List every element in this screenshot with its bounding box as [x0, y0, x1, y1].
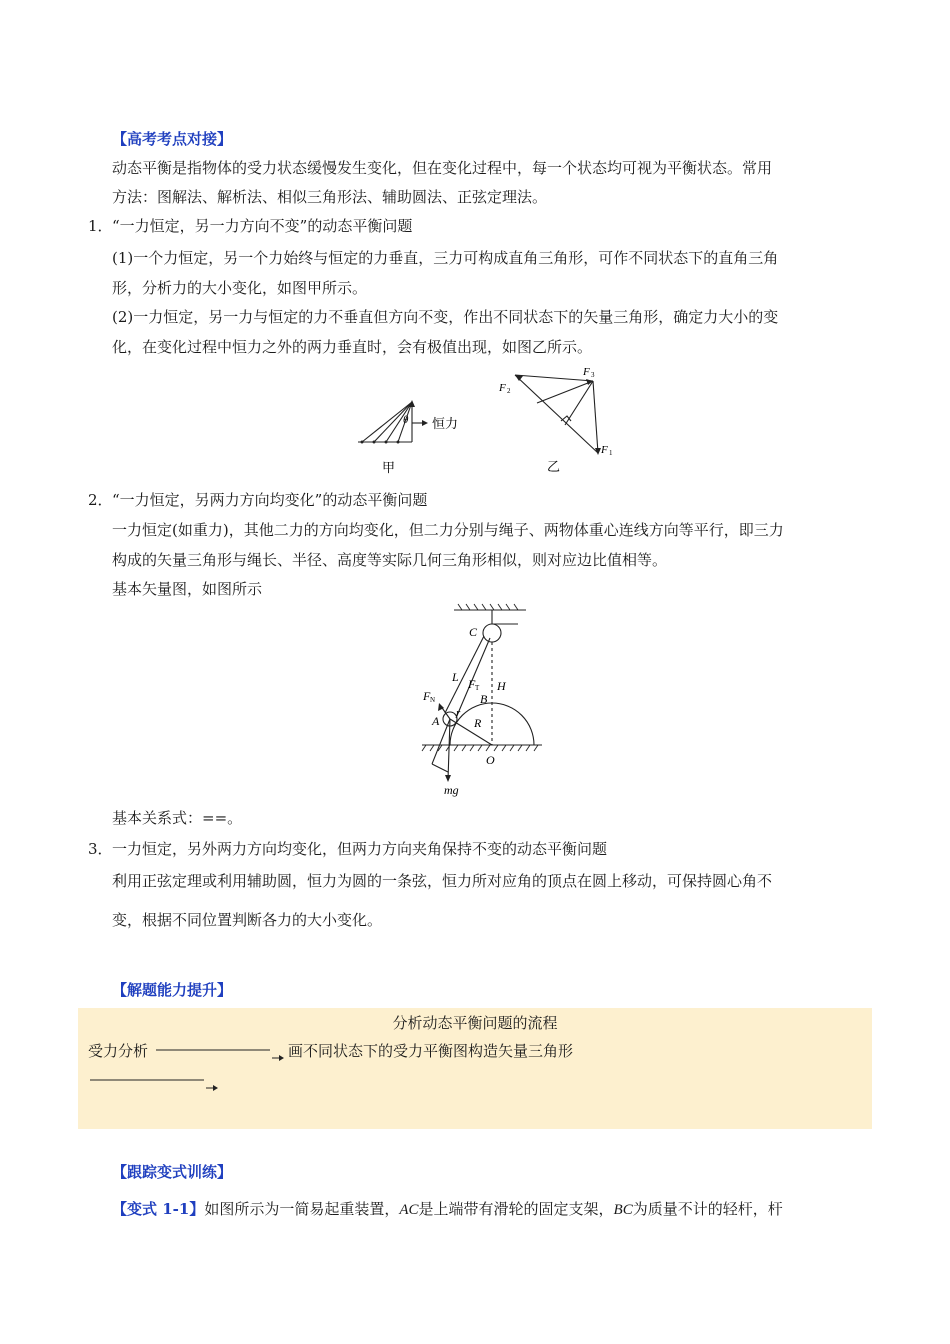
variant-BC: BC	[613, 1202, 633, 1218]
f2-subscript: 2	[507, 387, 511, 395]
figure-jia-diagram	[350, 390, 470, 478]
radius-line	[450, 719, 492, 745]
label-C: C	[469, 625, 478, 639]
label-FN-sub: N	[430, 696, 436, 704]
label-L: L	[452, 670, 459, 684]
process-arrow-1	[154, 1044, 286, 1064]
f2-label: F	[499, 382, 506, 394]
item-1-number: 1．	[88, 217, 113, 235]
label-A: A	[432, 714, 440, 728]
label-FT-sub: T	[475, 684, 480, 692]
item-1-p1-line1: (1)一个力恒定，另一个力始终与恒定的力垂直，三力可构成直角三角形，可作不同状态下的直角三角	[112, 249, 779, 267]
constant-force-label: 恒力	[432, 416, 459, 431]
pulley	[483, 624, 501, 642]
item-3-p1-line1: 利用正弦定理或利用辅助圆，恒力为圆的一条弦，恒力所对应角的顶点在圆上移动，可保持圆心角不	[112, 872, 773, 890]
item-2-title: “一力恒定，另两力方向均变化”的动态平衡问题	[112, 491, 428, 509]
variant-text-a: 如图所示为一简易起重装置，	[204, 1200, 400, 1218]
section-heading-exam-points: 【高考考点对接】	[112, 130, 233, 148]
variant-text-c: 为质量不计的轻杆，杆	[632, 1200, 783, 1218]
label-FN: F	[423, 689, 431, 703]
variant-1-1-line	[112, 1194, 783, 1225]
item-3-number: 3．	[88, 840, 113, 858]
label-O: O	[486, 753, 495, 767]
item-1-p2-line2: 化，在变化过程中恒力之外的两力垂直时，会有极值出现，如图乙所示。	[112, 338, 593, 356]
variant-text-b: 是上端带有滑轮的固定支架，	[418, 1200, 614, 1218]
process-box-title: 分析动态平衡问题的流程	[392, 1014, 558, 1032]
process-box	[78, 1008, 872, 1129]
variant-AC: AC	[399, 1202, 419, 1218]
rope	[445, 636, 484, 713]
process-step-1: 受力分析	[88, 1042, 149, 1060]
intro-line-1: 动态平衡是指物体的受力状态缓慢发生变化，但在变化过程中，每一个状态均可视为平衡状态。常用	[112, 159, 773, 177]
intro-line-2: 方法：图解法、解析法、相似三角形法、辅助圆法、正弦定理法。	[112, 188, 548, 206]
section-heading-ability: 【解题能力提升】	[112, 981, 233, 999]
label-H: H	[497, 679, 506, 693]
item-3-title: 一力恒定，另外两力方向均变化，但两力方向夹角保持不变的动态平衡问题	[112, 840, 608, 858]
f1-label: F	[601, 444, 608, 456]
item-1-p1-line2: 形，分析力的大小变化，如图甲所示。	[112, 279, 368, 297]
section-heading-training: 【跟踪变式训练】	[112, 1163, 233, 1181]
label-mg: mg	[444, 783, 459, 797]
figure-similar-triangle-diagram	[418, 602, 548, 797]
process-step-2: 画不同状态下的受力平衡图构造矢量三角形	[288, 1042, 574, 1060]
figure-yi-caption: 乙	[547, 459, 561, 474]
label-R: R	[474, 716, 482, 730]
basic-relation: 基本关系式：==。	[112, 809, 243, 827]
f2-direction-line	[515, 375, 598, 453]
weight-vector	[448, 719, 450, 780]
theta-label: θ	[403, 414, 409, 426]
variant-tag: 【变式 1-1】	[112, 1200, 205, 1218]
label-FT: F	[468, 677, 476, 691]
process-arrow-2	[88, 1074, 223, 1094]
f1-vector	[593, 381, 598, 453]
figure-jia-caption: 甲	[382, 460, 396, 475]
figure-yi-diagram	[495, 365, 625, 477]
item-2-number: 2．	[88, 491, 113, 509]
label-r: r	[456, 707, 461, 719]
f3-subscript: 3	[591, 371, 595, 379]
f3-label: F	[583, 366, 590, 378]
item-2-p1-line2: 构成的矢量三角形与绳长、半径、高度等实际几何三角形相似，则对应边比值相等。	[112, 551, 668, 569]
item-2-p1-line1: 一力恒定(如重力)，其他二力的方向均变化，但二力分别与绳子、两物体重心连线方向等平行，即三力	[112, 521, 784, 539]
f1-subscript: 1	[609, 449, 613, 457]
label-B: B	[480, 692, 488, 706]
item-1-title: “一力恒定，另一力方向不变”的动态平衡问题	[112, 217, 413, 235]
item-1-p2-line1: (2)一力恒定，另一力与恒定的力不垂直但方向不变，作出不同状态下的矢量三角形，确定力大小的变	[112, 308, 779, 326]
item-2-p2: 基本矢量图，如图所示	[112, 580, 263, 598]
item-3-p1-line2: 变，根据不同位置判断各力的大小变化。	[112, 911, 383, 929]
